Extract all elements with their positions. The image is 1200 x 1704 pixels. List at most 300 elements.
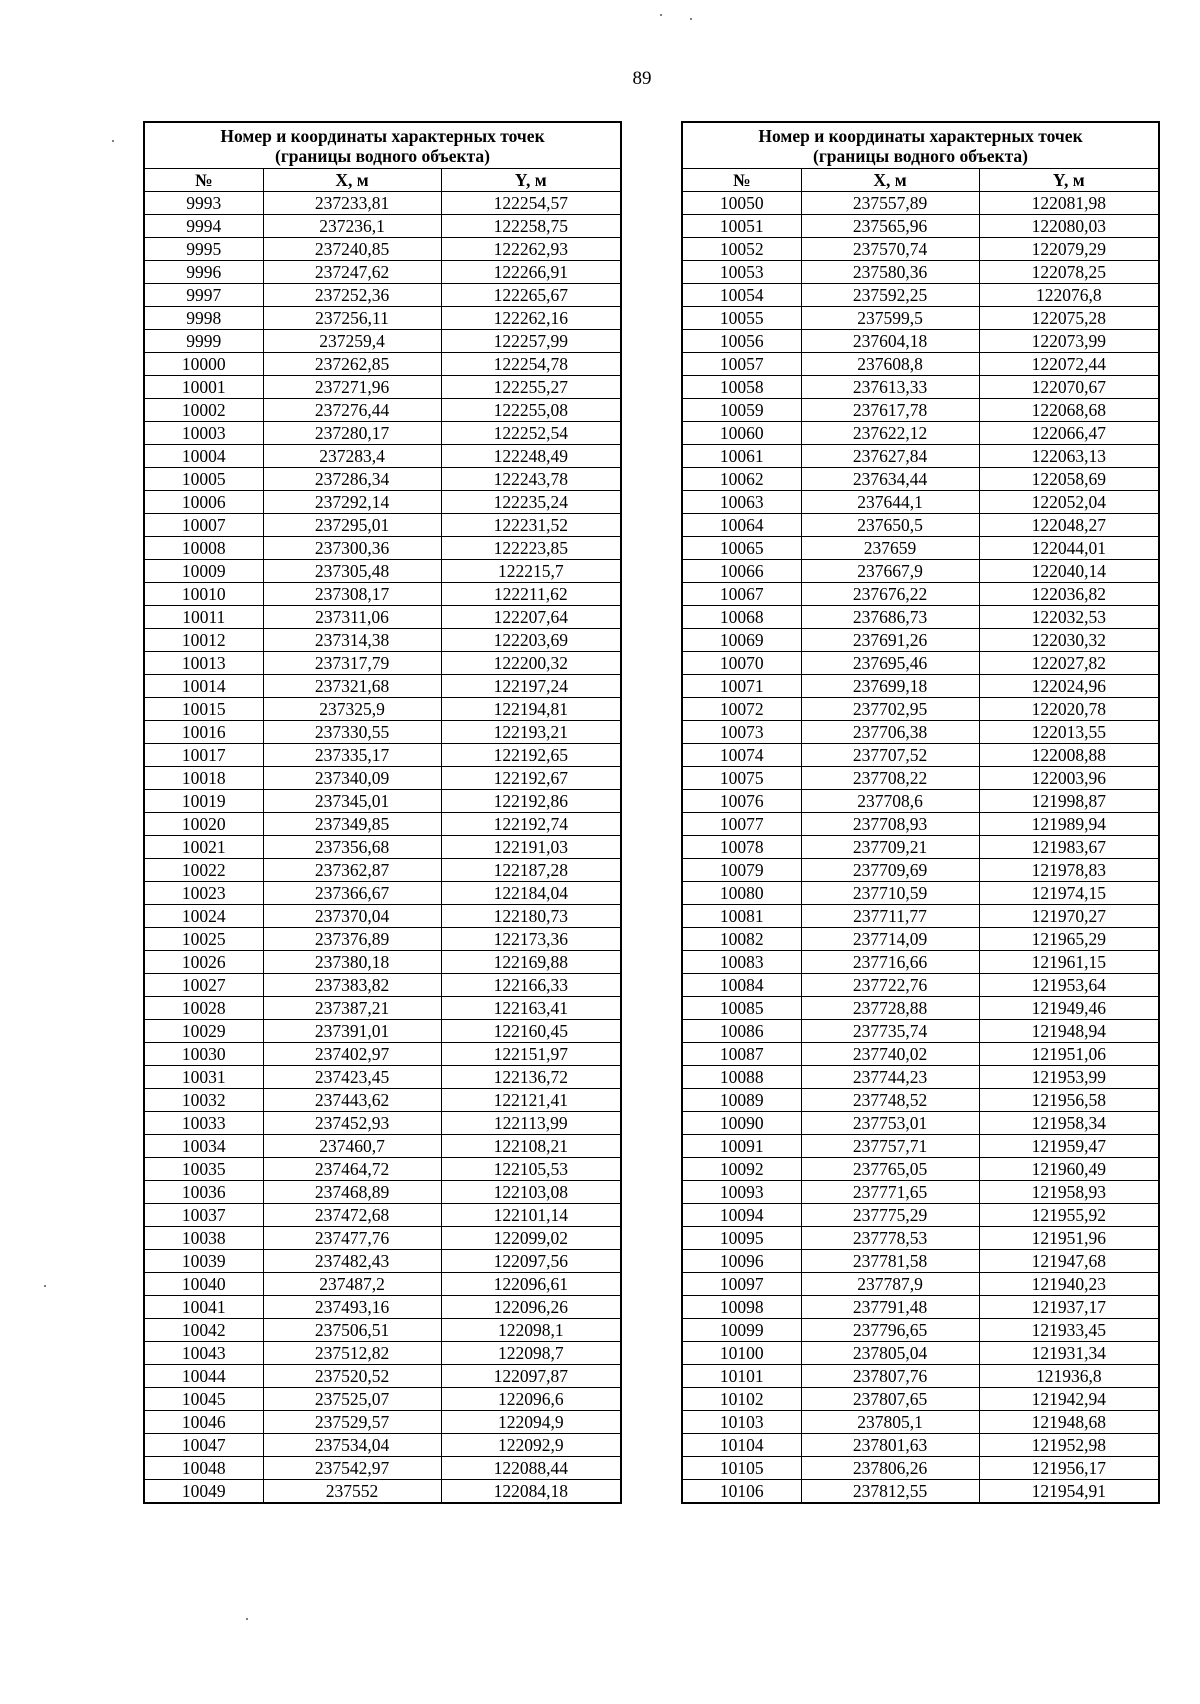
x-coordinate: 237520,52 bbox=[263, 1365, 441, 1388]
y-coordinate: 122098,7 bbox=[441, 1342, 621, 1365]
x-coordinate: 237796,65 bbox=[801, 1319, 979, 1342]
y-coordinate: 121960,49 bbox=[979, 1158, 1159, 1181]
table-row bbox=[144, 1273, 621, 1296]
x-coordinate: 237706,38 bbox=[801, 721, 979, 744]
x-coordinate: 237325,9 bbox=[263, 698, 441, 721]
x-coordinate: 237771,65 bbox=[801, 1181, 979, 1204]
point-number: 10010 bbox=[144, 583, 263, 606]
y-coordinate: 121955,92 bbox=[979, 1204, 1159, 1227]
y-coordinate: 122223,85 bbox=[441, 537, 621, 560]
x-coordinate: 237247,62 bbox=[263, 261, 441, 284]
table-row bbox=[682, 1181, 1159, 1204]
x-coordinate: 237580,36 bbox=[801, 261, 979, 284]
table-row bbox=[682, 997, 1159, 1020]
column-header-x: X, м bbox=[263, 169, 441, 192]
table-row bbox=[144, 1204, 621, 1227]
table-row bbox=[144, 997, 621, 1020]
y-coordinate: 122262,93 bbox=[441, 238, 621, 261]
y-coordinate: 122160,45 bbox=[441, 1020, 621, 1043]
table-row bbox=[144, 1181, 621, 1204]
table-row bbox=[682, 629, 1159, 652]
table-row bbox=[144, 1227, 621, 1250]
table-row bbox=[682, 1480, 1159, 1504]
table-row bbox=[144, 445, 621, 468]
table-row bbox=[144, 905, 621, 928]
table-row bbox=[144, 836, 621, 859]
x-coordinate: 237775,29 bbox=[801, 1204, 979, 1227]
column-header-number: № bbox=[682, 169, 801, 192]
y-coordinate: 122243,78 bbox=[441, 468, 621, 491]
y-coordinate: 121965,29 bbox=[979, 928, 1159, 951]
x-coordinate: 237477,76 bbox=[263, 1227, 441, 1250]
coordinates-table-left bbox=[143, 121, 622, 1504]
x-coordinate: 237676,22 bbox=[801, 583, 979, 606]
x-coordinate: 237236,1 bbox=[263, 215, 441, 238]
point-number: 10033 bbox=[144, 1112, 263, 1135]
table-row bbox=[144, 307, 621, 330]
y-coordinate: 121948,68 bbox=[979, 1411, 1159, 1434]
point-number: 10037 bbox=[144, 1204, 263, 1227]
table-row bbox=[144, 422, 621, 445]
table-row bbox=[682, 192, 1159, 215]
point-number: 10051 bbox=[682, 215, 801, 238]
point-number: 10020 bbox=[144, 813, 263, 836]
x-coordinate: 237321,68 bbox=[263, 675, 441, 698]
table-row bbox=[682, 675, 1159, 698]
point-number: 10102 bbox=[682, 1388, 801, 1411]
x-coordinate: 237613,33 bbox=[801, 376, 979, 399]
x-coordinate: 237387,21 bbox=[263, 997, 441, 1020]
table-row bbox=[682, 1112, 1159, 1135]
point-number: 10011 bbox=[144, 606, 263, 629]
y-coordinate: 122096,6 bbox=[441, 1388, 621, 1411]
table-row bbox=[682, 652, 1159, 675]
x-coordinate: 237464,72 bbox=[263, 1158, 441, 1181]
point-number: 10032 bbox=[144, 1089, 263, 1112]
point-number: 10079 bbox=[682, 859, 801, 882]
y-coordinate: 122097,56 bbox=[441, 1250, 621, 1273]
x-coordinate: 237757,71 bbox=[801, 1135, 979, 1158]
x-coordinate: 237667,9 bbox=[801, 560, 979, 583]
x-coordinate: 237659 bbox=[801, 537, 979, 560]
table-row bbox=[682, 1319, 1159, 1342]
y-coordinate: 121954,91 bbox=[979, 1480, 1159, 1504]
y-coordinate: 122166,33 bbox=[441, 974, 621, 997]
point-number: 10034 bbox=[144, 1135, 263, 1158]
y-coordinate: 122036,82 bbox=[979, 583, 1159, 606]
table-row bbox=[144, 1411, 621, 1434]
point-number: 10000 bbox=[144, 353, 263, 376]
y-coordinate: 122079,29 bbox=[979, 238, 1159, 261]
x-coordinate: 237735,74 bbox=[801, 1020, 979, 1043]
x-coordinate: 237778,53 bbox=[801, 1227, 979, 1250]
column-header-y: Y, м bbox=[441, 169, 621, 192]
y-coordinate: 122099,02 bbox=[441, 1227, 621, 1250]
y-coordinate: 122080,03 bbox=[979, 215, 1159, 238]
x-coordinate: 237506,51 bbox=[263, 1319, 441, 1342]
point-number: 10019 bbox=[144, 790, 263, 813]
table-row bbox=[682, 928, 1159, 951]
table-title-line2: (границы водного объекта) bbox=[275, 146, 490, 166]
y-coordinate: 122254,57 bbox=[441, 192, 621, 215]
scan-speck bbox=[44, 1285, 46, 1287]
point-number: 10074 bbox=[682, 744, 801, 767]
x-coordinate: 237791,48 bbox=[801, 1296, 979, 1319]
x-coordinate: 237622,12 bbox=[801, 422, 979, 445]
x-coordinate: 237807,76 bbox=[801, 1365, 979, 1388]
point-number: 10013 bbox=[144, 652, 263, 675]
table-row bbox=[682, 1227, 1159, 1250]
table-row bbox=[144, 238, 621, 261]
table-row bbox=[682, 1388, 1159, 1411]
x-coordinate: 237330,55 bbox=[263, 721, 441, 744]
point-number: 10069 bbox=[682, 629, 801, 652]
x-coordinate: 237271,96 bbox=[263, 376, 441, 399]
table-row bbox=[682, 261, 1159, 284]
x-coordinate: 237300,36 bbox=[263, 537, 441, 560]
point-number: 10007 bbox=[144, 514, 263, 537]
x-coordinate: 237707,52 bbox=[801, 744, 979, 767]
point-number: 10028 bbox=[144, 997, 263, 1020]
table-row bbox=[144, 721, 621, 744]
table-row bbox=[144, 399, 621, 422]
x-coordinate: 237542,97 bbox=[263, 1457, 441, 1480]
x-coordinate: 237252,36 bbox=[263, 284, 441, 307]
table-row bbox=[144, 882, 621, 905]
table-row bbox=[682, 353, 1159, 376]
table-title bbox=[682, 122, 1159, 169]
point-number: 10040 bbox=[144, 1273, 263, 1296]
table-row bbox=[682, 836, 1159, 859]
table-row bbox=[144, 744, 621, 767]
x-coordinate: 237452,93 bbox=[263, 1112, 441, 1135]
y-coordinate: 122075,28 bbox=[979, 307, 1159, 330]
y-coordinate: 122044,01 bbox=[979, 537, 1159, 560]
y-coordinate: 121937,17 bbox=[979, 1296, 1159, 1319]
table-row bbox=[144, 1388, 621, 1411]
point-number: 10018 bbox=[144, 767, 263, 790]
table-row bbox=[144, 1066, 621, 1089]
table-row bbox=[144, 514, 621, 537]
table-row bbox=[144, 1365, 621, 1388]
table-row bbox=[144, 215, 621, 238]
y-coordinate: 122030,32 bbox=[979, 629, 1159, 652]
x-coordinate: 237340,09 bbox=[263, 767, 441, 790]
x-coordinate: 237356,68 bbox=[263, 836, 441, 859]
table-row bbox=[682, 330, 1159, 353]
table-row bbox=[144, 1158, 621, 1181]
column-header-y: Y, м bbox=[979, 169, 1159, 192]
x-coordinate: 237487,2 bbox=[263, 1273, 441, 1296]
x-coordinate: 237283,4 bbox=[263, 445, 441, 468]
table-row bbox=[682, 238, 1159, 261]
point-number: 10060 bbox=[682, 422, 801, 445]
x-coordinate: 237702,95 bbox=[801, 698, 979, 721]
table-row bbox=[682, 1250, 1159, 1273]
point-number: 10095 bbox=[682, 1227, 801, 1250]
point-number: 9995 bbox=[144, 238, 263, 261]
point-number: 10066 bbox=[682, 560, 801, 583]
x-coordinate: 237280,17 bbox=[263, 422, 441, 445]
point-number: 10031 bbox=[144, 1066, 263, 1089]
table-body-left bbox=[144, 192, 621, 1504]
y-coordinate: 122169,88 bbox=[441, 951, 621, 974]
x-coordinate: 237781,58 bbox=[801, 1250, 979, 1273]
y-coordinate: 122027,82 bbox=[979, 652, 1159, 675]
y-coordinate: 122003,96 bbox=[979, 767, 1159, 790]
point-number: 10017 bbox=[144, 744, 263, 767]
x-coordinate: 237644,1 bbox=[801, 491, 979, 514]
table-row bbox=[682, 1204, 1159, 1227]
point-number: 10076 bbox=[682, 790, 801, 813]
table-row bbox=[144, 1112, 621, 1135]
x-coordinate: 237599,5 bbox=[801, 307, 979, 330]
point-number: 10045 bbox=[144, 1388, 263, 1411]
y-coordinate: 122257,99 bbox=[441, 330, 621, 353]
y-coordinate: 122215,7 bbox=[441, 560, 621, 583]
x-coordinate: 237805,04 bbox=[801, 1342, 979, 1365]
x-coordinate: 237376,89 bbox=[263, 928, 441, 951]
table-row bbox=[682, 422, 1159, 445]
point-number: 10046 bbox=[144, 1411, 263, 1434]
table-row bbox=[682, 813, 1159, 836]
x-coordinate: 237716,66 bbox=[801, 951, 979, 974]
y-coordinate: 122248,49 bbox=[441, 445, 621, 468]
y-coordinate: 121953,64 bbox=[979, 974, 1159, 997]
y-coordinate: 121947,68 bbox=[979, 1250, 1159, 1273]
table-row bbox=[144, 192, 621, 215]
y-coordinate: 122113,99 bbox=[441, 1112, 621, 1135]
x-coordinate: 237710,59 bbox=[801, 882, 979, 905]
point-number: 10097 bbox=[682, 1273, 801, 1296]
y-coordinate: 122266,91 bbox=[441, 261, 621, 284]
x-coordinate: 237708,93 bbox=[801, 813, 979, 836]
point-number: 10078 bbox=[682, 836, 801, 859]
table-row bbox=[144, 583, 621, 606]
point-number: 10003 bbox=[144, 422, 263, 445]
point-number: 10052 bbox=[682, 238, 801, 261]
table-row bbox=[682, 974, 1159, 997]
point-number: 10027 bbox=[144, 974, 263, 997]
y-coordinate: 121989,94 bbox=[979, 813, 1159, 836]
coordinates-table-right bbox=[681, 121, 1160, 1504]
y-coordinate: 122187,28 bbox=[441, 859, 621, 882]
point-number: 10075 bbox=[682, 767, 801, 790]
point-number: 10053 bbox=[682, 261, 801, 284]
point-number: 10061 bbox=[682, 445, 801, 468]
table-row bbox=[682, 445, 1159, 468]
x-coordinate: 237722,76 bbox=[801, 974, 979, 997]
table-row bbox=[144, 491, 621, 514]
scan-speck bbox=[112, 140, 114, 142]
x-coordinate: 237525,07 bbox=[263, 1388, 441, 1411]
table-row bbox=[682, 215, 1159, 238]
point-number: 10058 bbox=[682, 376, 801, 399]
x-coordinate: 237366,67 bbox=[263, 882, 441, 905]
y-coordinate: 122103,08 bbox=[441, 1181, 621, 1204]
table-row bbox=[682, 905, 1159, 928]
y-coordinate: 122203,69 bbox=[441, 629, 621, 652]
point-number: 10001 bbox=[144, 376, 263, 399]
point-number: 10014 bbox=[144, 675, 263, 698]
x-coordinate: 237314,38 bbox=[263, 629, 441, 652]
y-coordinate: 122066,47 bbox=[979, 422, 1159, 445]
y-coordinate: 122070,67 bbox=[979, 376, 1159, 399]
table-row bbox=[144, 675, 621, 698]
x-coordinate: 237443,62 bbox=[263, 1089, 441, 1112]
y-coordinate: 121933,45 bbox=[979, 1319, 1159, 1342]
y-coordinate: 122032,53 bbox=[979, 606, 1159, 629]
point-number: 10059 bbox=[682, 399, 801, 422]
x-coordinate: 237627,84 bbox=[801, 445, 979, 468]
x-coordinate: 237711,77 bbox=[801, 905, 979, 928]
table-row bbox=[682, 606, 1159, 629]
point-number: 10063 bbox=[682, 491, 801, 514]
y-coordinate: 122052,04 bbox=[979, 491, 1159, 514]
y-coordinate: 122254,78 bbox=[441, 353, 621, 376]
x-coordinate: 237305,48 bbox=[263, 560, 441, 583]
point-number: 10008 bbox=[144, 537, 263, 560]
x-coordinate: 237295,01 bbox=[263, 514, 441, 537]
table-row bbox=[144, 1250, 621, 1273]
y-coordinate: 122013,55 bbox=[979, 721, 1159, 744]
x-coordinate: 237634,44 bbox=[801, 468, 979, 491]
y-coordinate: 122020,78 bbox=[979, 698, 1159, 721]
point-number: 10006 bbox=[144, 491, 263, 514]
x-coordinate: 237686,73 bbox=[801, 606, 979, 629]
table-row bbox=[682, 537, 1159, 560]
x-coordinate: 237317,79 bbox=[263, 652, 441, 675]
table-row bbox=[682, 951, 1159, 974]
point-number: 10009 bbox=[144, 560, 263, 583]
x-coordinate: 237801,63 bbox=[801, 1434, 979, 1457]
table-row bbox=[144, 813, 621, 836]
y-coordinate: 122072,44 bbox=[979, 353, 1159, 376]
table-row bbox=[682, 744, 1159, 767]
point-number: 10070 bbox=[682, 652, 801, 675]
point-number: 10025 bbox=[144, 928, 263, 951]
y-coordinate: 122076,8 bbox=[979, 284, 1159, 307]
point-number: 10094 bbox=[682, 1204, 801, 1227]
table-row bbox=[682, 307, 1159, 330]
point-number: 10085 bbox=[682, 997, 801, 1020]
table-row bbox=[144, 284, 621, 307]
y-coordinate: 122098,1 bbox=[441, 1319, 621, 1342]
y-coordinate: 121970,27 bbox=[979, 905, 1159, 928]
point-number: 10021 bbox=[144, 836, 263, 859]
x-coordinate: 237308,17 bbox=[263, 583, 441, 606]
y-coordinate: 122191,03 bbox=[441, 836, 621, 859]
x-coordinate: 237349,85 bbox=[263, 813, 441, 836]
point-number: 9994 bbox=[144, 215, 263, 238]
point-number: 10023 bbox=[144, 882, 263, 905]
x-coordinate: 237557,89 bbox=[801, 192, 979, 215]
x-coordinate: 237259,4 bbox=[263, 330, 441, 353]
point-number: 10005 bbox=[144, 468, 263, 491]
y-coordinate: 121956,17 bbox=[979, 1457, 1159, 1480]
point-number: 10082 bbox=[682, 928, 801, 951]
y-coordinate: 122200,32 bbox=[441, 652, 621, 675]
table-title-line1: Номер и координаты характерных точек bbox=[220, 126, 545, 146]
point-number: 10092 bbox=[682, 1158, 801, 1181]
x-coordinate: 237512,82 bbox=[263, 1342, 441, 1365]
x-coordinate: 237617,78 bbox=[801, 399, 979, 422]
table-row bbox=[144, 1135, 621, 1158]
y-coordinate: 122163,41 bbox=[441, 997, 621, 1020]
y-coordinate: 122255,27 bbox=[441, 376, 621, 399]
x-coordinate: 237292,14 bbox=[263, 491, 441, 514]
point-number: 10056 bbox=[682, 330, 801, 353]
y-coordinate: 121958,34 bbox=[979, 1112, 1159, 1135]
table-row bbox=[682, 1434, 1159, 1457]
table-row bbox=[682, 284, 1159, 307]
point-number: 10099 bbox=[682, 1319, 801, 1342]
y-coordinate: 122173,36 bbox=[441, 928, 621, 951]
column-header-x: X, м bbox=[801, 169, 979, 192]
y-coordinate: 122265,67 bbox=[441, 284, 621, 307]
y-coordinate: 122231,52 bbox=[441, 514, 621, 537]
point-number: 10072 bbox=[682, 698, 801, 721]
y-coordinate: 121983,67 bbox=[979, 836, 1159, 859]
table-row bbox=[144, 1296, 621, 1319]
table-row bbox=[682, 376, 1159, 399]
table-row bbox=[682, 1135, 1159, 1158]
x-coordinate: 237709,21 bbox=[801, 836, 979, 859]
y-coordinate: 121949,46 bbox=[979, 997, 1159, 1020]
table-title bbox=[144, 122, 621, 169]
scan-speck bbox=[690, 18, 692, 20]
table-row bbox=[682, 1089, 1159, 1112]
point-number: 10103 bbox=[682, 1411, 801, 1434]
table-row bbox=[682, 790, 1159, 813]
table-row bbox=[144, 1319, 621, 1342]
y-coordinate: 122262,16 bbox=[441, 307, 621, 330]
table-row bbox=[144, 767, 621, 790]
x-coordinate: 237240,85 bbox=[263, 238, 441, 261]
y-coordinate: 122105,53 bbox=[441, 1158, 621, 1181]
x-coordinate: 237472,68 bbox=[263, 1204, 441, 1227]
point-number: 9998 bbox=[144, 307, 263, 330]
y-coordinate: 122024,96 bbox=[979, 675, 1159, 698]
table-row bbox=[682, 721, 1159, 744]
x-coordinate: 237740,02 bbox=[801, 1043, 979, 1066]
point-number: 10041 bbox=[144, 1296, 263, 1319]
scan-speck bbox=[660, 14, 662, 16]
y-coordinate: 121978,83 bbox=[979, 859, 1159, 882]
point-number: 10106 bbox=[682, 1480, 801, 1504]
x-coordinate: 237695,46 bbox=[801, 652, 979, 675]
table-row bbox=[682, 514, 1159, 537]
point-number: 10067 bbox=[682, 583, 801, 606]
x-coordinate: 237529,57 bbox=[263, 1411, 441, 1434]
table-row bbox=[144, 652, 621, 675]
x-coordinate: 237691,26 bbox=[801, 629, 979, 652]
y-coordinate: 121936,8 bbox=[979, 1365, 1159, 1388]
y-coordinate: 122192,86 bbox=[441, 790, 621, 813]
table-row bbox=[682, 468, 1159, 491]
point-number: 10036 bbox=[144, 1181, 263, 1204]
y-coordinate: 121953,99 bbox=[979, 1066, 1159, 1089]
x-coordinate: 237812,55 bbox=[801, 1480, 979, 1504]
x-coordinate: 237552 bbox=[263, 1480, 441, 1504]
point-number: 10042 bbox=[144, 1319, 263, 1342]
point-number: 10073 bbox=[682, 721, 801, 744]
table-row bbox=[144, 353, 621, 376]
y-coordinate: 122255,08 bbox=[441, 399, 621, 422]
point-number: 10055 bbox=[682, 307, 801, 330]
table-row bbox=[682, 1273, 1159, 1296]
point-number: 10064 bbox=[682, 514, 801, 537]
